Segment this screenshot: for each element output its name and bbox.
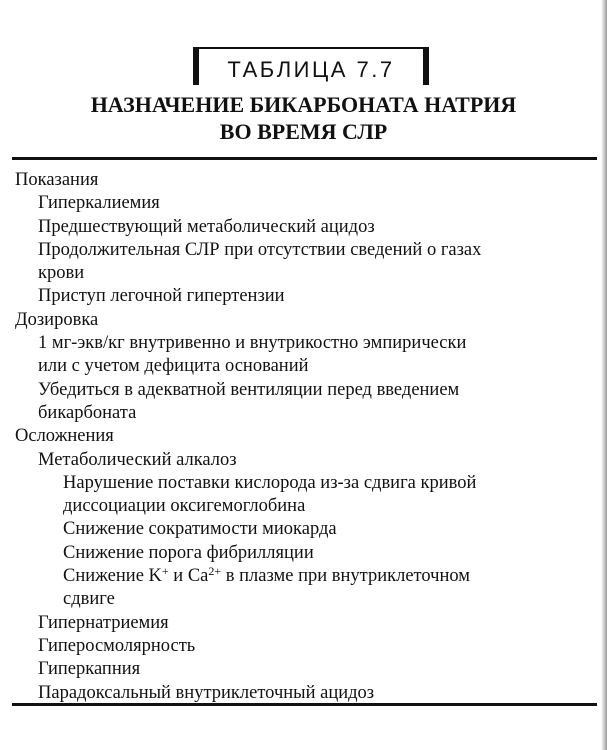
list-item-continuation: бикарбоната <box>38 402 137 423</box>
list-item: Гипернатриемия <box>38 612 169 633</box>
scan-edge <box>601 0 607 750</box>
list-item: Парадоксальный внутриклеточный ацидоз <box>38 682 375 703</box>
list-item: Метаболический алкалоз <box>38 449 237 470</box>
list-item: 1 мг-экв/кг внутривенно и внутрикостно эмпирически <box>38 333 467 354</box>
list-item: Гиперкапния <box>38 659 141 680</box>
shift-prefix: Снижение K <box>63 566 162 587</box>
bottom-rule <box>12 703 597 706</box>
sub-list-item: Нарушение поставки кислорода из-за сдвига кривой <box>63 472 477 493</box>
shift-suffix: в плазме при внутриклеточном <box>221 566 470 587</box>
sub-list-item: Снижение порога фибрилляции <box>63 542 314 563</box>
table-body <box>0 169 600 705</box>
list-item: Продолжительная СЛР при отсутствии сведений о газах <box>38 239 482 260</box>
list-item-continuation: крови <box>38 263 85 284</box>
potassium-charge: + <box>161 564 169 579</box>
list-item: Гиперосмолярность <box>38 635 196 656</box>
section-heading-dosage: Дозировка <box>15 309 99 330</box>
section-heading-indications: Показания <box>15 170 99 190</box>
table-label-box <box>193 47 429 85</box>
sub-list-item-continuation: сдвиге <box>63 589 115 610</box>
top-rule <box>12 157 597 160</box>
table-label: ТАБЛИЦА 7.7 <box>227 57 395 82</box>
shift-mid: и Ca <box>168 566 209 587</box>
section-heading-complications: Осложнения <box>15 426 114 447</box>
sub-list-item-continuation: диссоциации оксигемоглобина <box>63 496 306 517</box>
table-title-line-1: НАЗНАЧЕНИЕ БИКАРБОНАТА НАТРИЯ <box>90 92 517 117</box>
sub-list-item: Снижение сократимости миокарда <box>63 519 337 540</box>
table-title-line-2: ВО ВРЕМЯ СЛР <box>219 119 388 144</box>
list-item: Убедиться в адекватной вентиляции перед введением <box>38 379 460 400</box>
list-item: Предшествующий метаболический ацидоз <box>38 216 375 237</box>
sub-list-item <box>0 565 600 588</box>
calcium-charge: 2+ <box>208 564 222 579</box>
list-item-continuation: или с учетом дефицита оснований <box>38 356 309 377</box>
list-item: Приступ легочной гипертензии <box>38 286 285 307</box>
list-item: Гиперкалиемия <box>38 193 160 214</box>
